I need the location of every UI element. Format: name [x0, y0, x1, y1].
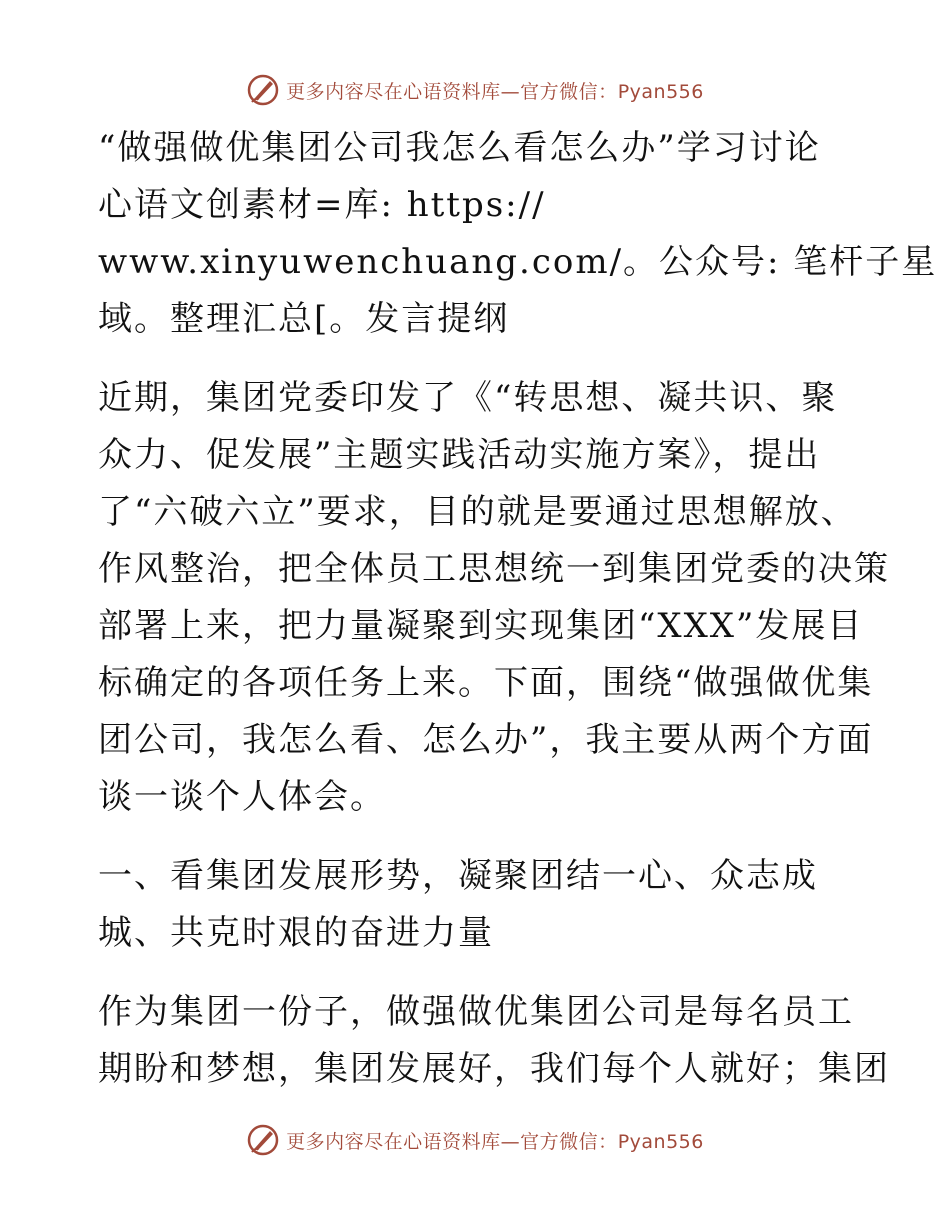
- banner-wechat-label: 官方微信：: [520, 1130, 618, 1153]
- banner-dash: —: [500, 80, 521, 103]
- header-banner: [0, 70, 950, 110]
- paragraph-line: 期盼和梦想，集团发展好，我们每个人就好；集团: [98, 1049, 890, 1089]
- quill-pen-logo-icon: [246, 73, 280, 107]
- paragraph-line: 近期，集团党委印发了《“转思想、凝共识、聚: [98, 378, 838, 418]
- paragraph-intro: [98, 370, 890, 826]
- heading-line: 城、共克时艰的奋进力量: [98, 913, 494, 953]
- paragraph-line: 谈一谈个人体会。: [98, 777, 386, 817]
- paragraph-line: 作风整治，把全体员工思想统一到集团党委的决策: [98, 549, 890, 589]
- heading-line: 一、看集团发展形势，凝聚团结一心、众志成: [98, 856, 818, 896]
- paragraph-line: 了“六破六立”要求，目的就是要通过思想解放、: [98, 492, 857, 532]
- paragraph-2: [98, 984, 890, 1098]
- banner-wechat-label: 官方微信：: [520, 80, 618, 103]
- document-title: [98, 120, 938, 348]
- title-line: 域。整理汇总[。发言提纲: [98, 299, 510, 339]
- title-line: “做强做优集团公司我怎么看怎么办”学习讨论: [98, 128, 821, 168]
- section-heading-1: [98, 848, 858, 962]
- banner-site-text: 更多内容尽在心语资料库: [286, 1130, 501, 1153]
- banner-text: [286, 1127, 704, 1154]
- banner-wechat-id: Pyan556: [617, 1130, 704, 1153]
- paragraph-line: 标确定的各项任务上来。下面，围绕“做强做优集: [98, 663, 874, 703]
- footer-banner: [0, 1120, 950, 1160]
- paragraph-line: 团公司，我怎么看、怎么办”，我主要从两个方面: [98, 720, 874, 760]
- paragraph-line: 部署上来，把力量凝聚到实现集团“XXX”发展目: [98, 606, 864, 646]
- paragraph-line: 作为集团一份子，做强做优集团公司是每名员工: [98, 992, 854, 1032]
- banner-dash: —: [500, 1130, 521, 1153]
- quill-pen-logo-icon: [246, 1123, 280, 1157]
- banner-text: [286, 77, 704, 104]
- paragraph-line: 众力、促发展”主题实践活动实施方案》，提出: [98, 435, 821, 475]
- document-body: [98, 120, 938, 1098]
- banner-site-text: 更多内容尽在心语资料库: [286, 80, 501, 103]
- title-line: 心语文创素材=库: https://: [98, 185, 546, 225]
- title-line: www.xinyuwenchuang.com/。公众号: 笔杆子星: [98, 242, 938, 282]
- banner-wechat-id: Pyan556: [617, 80, 704, 103]
